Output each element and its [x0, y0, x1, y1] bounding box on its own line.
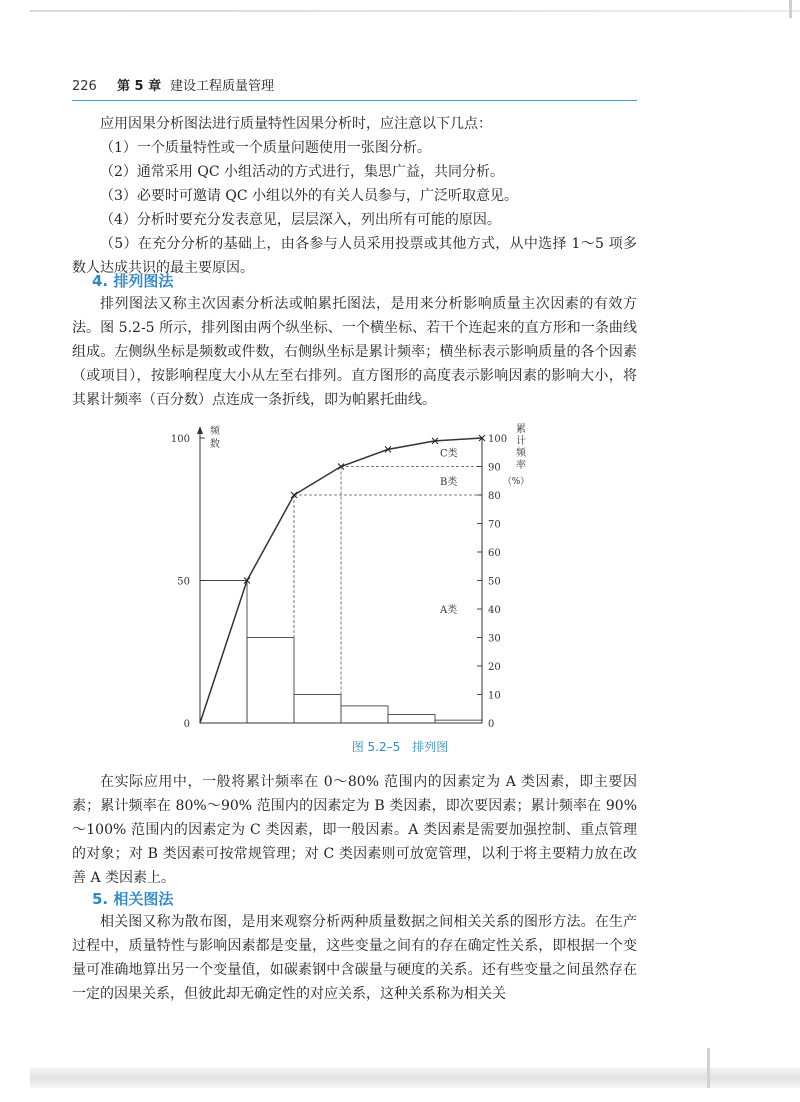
chapter-number: 第 5 章	[117, 79, 162, 94]
right-axis-label-char-1: 累	[516, 424, 526, 435]
zone-label-A类: A类	[440, 605, 458, 616]
right-axis-label-char-3: 频	[516, 448, 526, 459]
left-tick-label-100: 100	[170, 434, 190, 445]
after-chart-paragraph: 在实际应用中，一般将累计频率在 0～80% 范围内的因素定为 A 类因素，即主要因素；累计频率在 80%～90% 范围内的因素定为 B 类因素，即次要因素；累计频率在 90%～100% 范围内的因素定为 C 类因素，即一般因素。A 类因素是需要加强控制、重点管理的对象；对 B 类因素可按常规管理；对 C 类因素则可放宽管理，以利于将主要精力放在改善 A 类因素上。	[72, 774, 637, 886]
right-tick-label-100: 100	[488, 434, 508, 445]
intro-lead: 应用因果分析图法进行质量特性因果分析时，应注意以下几点：	[100, 116, 492, 132]
zone-label-B类: B类	[440, 476, 458, 488]
right-tick-label-0: 0	[488, 719, 495, 730]
page-header	[72, 78, 637, 101]
scan-edge-top	[30, 10, 800, 12]
right-tick-label-30: 30	[488, 633, 501, 645]
right-axis-label-char-4: 率	[516, 460, 526, 471]
right-axis-label-char-2: 计	[516, 436, 526, 447]
figure-title: 排列图	[412, 740, 449, 754]
page-number: 226	[72, 79, 97, 94]
right-tick-label-40: 40	[488, 605, 501, 616]
left-axis-label-char-1: 频	[210, 426, 220, 437]
right-tick-label-10: 10	[488, 690, 501, 702]
right-tick-label-80: 80	[488, 491, 501, 502]
figure-caption	[0, 738, 800, 755]
section-5-heading: 5. 相关图法	[92, 890, 174, 908]
section-5-paragraph: 相关图又称为散布图，是用来观察分析两种质量数据之间相关关系的图形方法。在生产过程中，质量特性与影响因素都是变量，这些变量之间有的存在确定性关系，即根据一个变量可准确地算出另一个变量值，如碳素钢中含碳量与硬度的关系。还有些变量之间虽然存在一定的因果关系，但彼此却无确定性的对应关系，这种关系称为相关关	[72, 914, 637, 1002]
bar-5	[388, 714, 435, 723]
intro-item-3: （3）必要时可邀请 QC 小组以外的有关人员参与，广泛听取意见。	[100, 188, 518, 204]
left-axis-label-char-2: 数	[210, 439, 220, 450]
right-tick-label-60: 60	[488, 548, 501, 559]
bar-3	[294, 695, 341, 724]
section-4-heading: 4. 排列图法	[92, 272, 174, 290]
intro-item-1: （1）一个质量特性或一个质量问题使用一张图分析。	[100, 140, 431, 156]
zone-label-C类: C类	[440, 448, 458, 460]
intro-item-4: （4）分析时要充分发表意见，层层深入，列出所有可能的原因。	[100, 212, 501, 228]
right-axis-label-char-5: （%）	[502, 477, 530, 487]
scan-edge-bottom	[30, 1068, 800, 1088]
chapter-title: 建设工程质量管理	[170, 79, 275, 94]
left-tick-label-0: 0	[183, 719, 190, 730]
bar-4	[341, 706, 388, 723]
figure-number: 图 5.2–5	[351, 740, 401, 754]
section-4-paragraph: 排列图法又称主次因素分析法或帕累托图法，是用来分析影响质量主次因素的有效方法。图 5.2-5 所示，排列图由两个纵坐标、一个横坐标、若干个连起来的直方形和一条曲线组成。左侧纵坐标是频数或件数，右侧纵坐标是累计频率；横坐标表示影响质量的各个因素（或项目），按影响程度大小从左至右排列。直方图形的高度表示影响因素的影响大小，将其累计频率（百分数）点连成一条折线，即为帕累托曲线。	[72, 296, 637, 408]
scan-edge-bottom-right	[707, 1048, 710, 1088]
right-tick-label-70: 70	[488, 519, 501, 531]
intro-item-2: （2）通常采用 QC 小组活动的方式进行，集思广益，共同分析。	[100, 164, 504, 180]
scan-edge-right	[789, 0, 792, 18]
left-tick-label-50: 50	[177, 576, 190, 588]
right-tick-label-90: 90	[488, 462, 501, 474]
bar-2	[247, 638, 294, 724]
right-tick-label-20: 20	[488, 662, 501, 673]
right-tick-label-50: 50	[488, 576, 501, 588]
pareto-chart	[165, 420, 545, 736]
left-axis-arrow	[197, 426, 203, 434]
intro-item-5: （5）在充分分析的基础上，由各参与人员采用投票或其他方式，从中选择 1～5 项多数人达成共识的最主要原因。	[72, 236, 637, 276]
